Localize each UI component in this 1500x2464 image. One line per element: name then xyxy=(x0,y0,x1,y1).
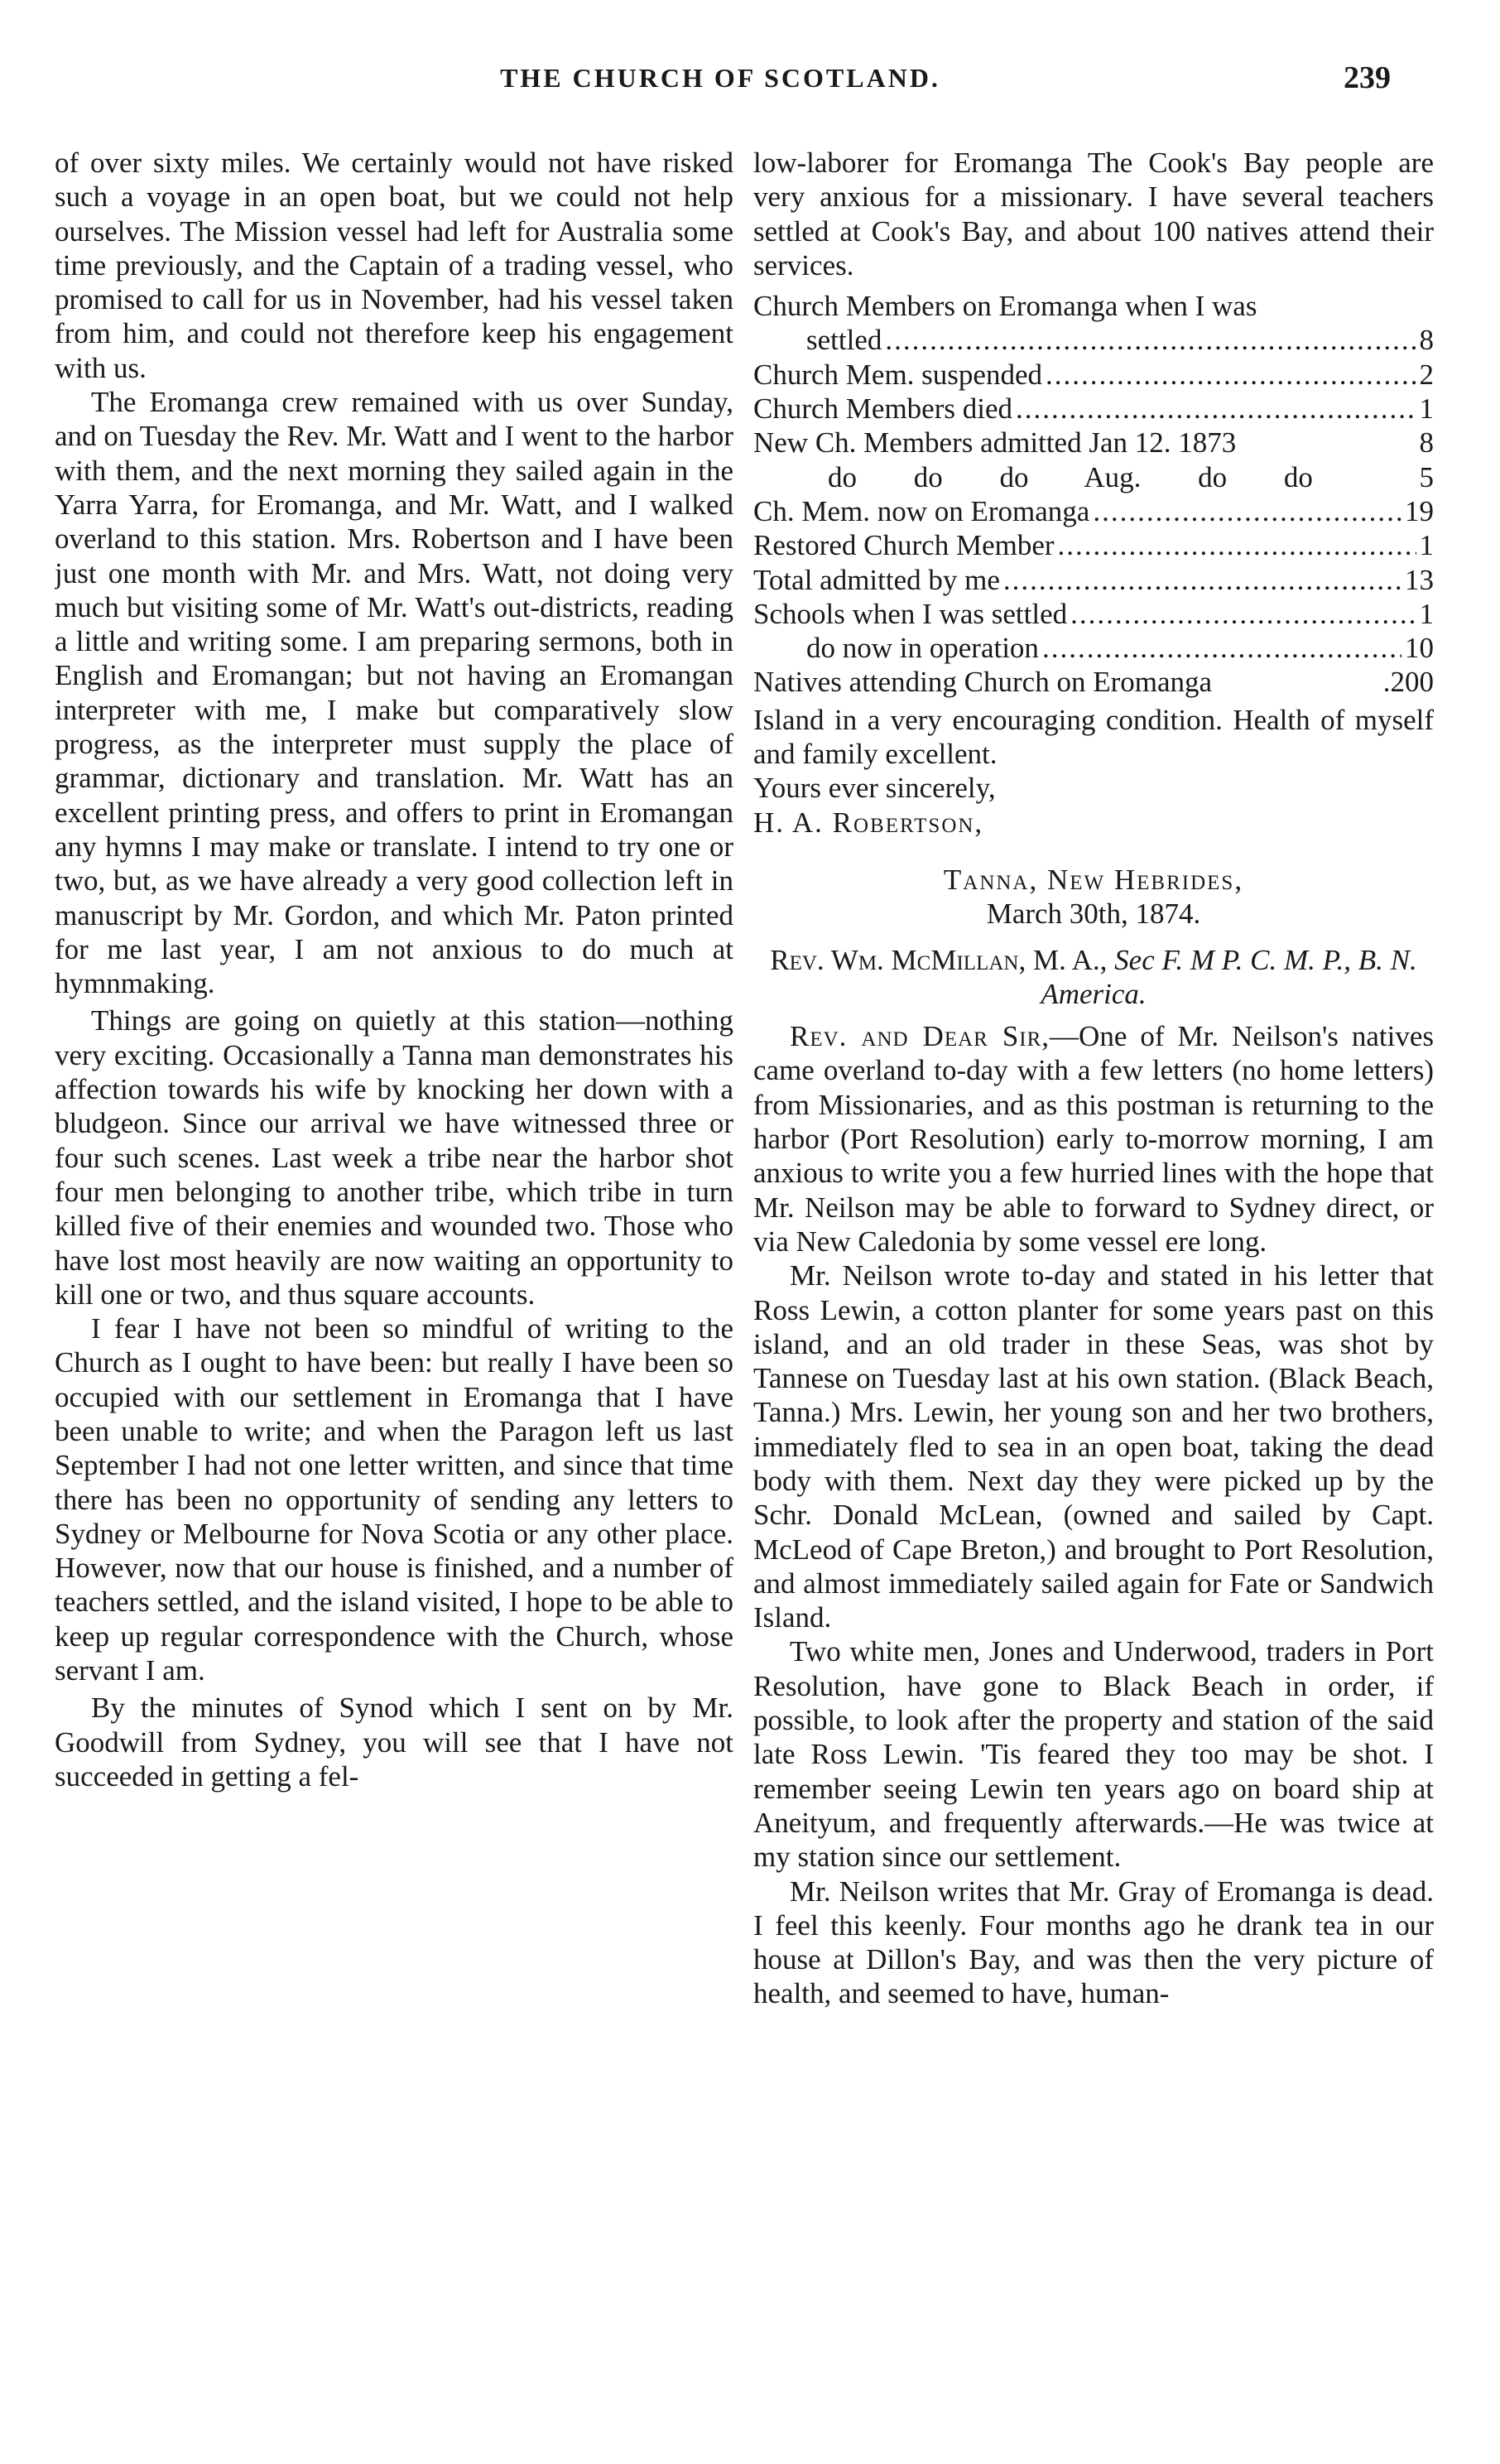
addressee xyxy=(753,943,1434,1012)
leader-dots xyxy=(1093,494,1401,528)
stat-value: 8 xyxy=(1419,324,1434,357)
stats-title-row xyxy=(753,289,1434,323)
right-column xyxy=(753,146,1434,2447)
paragraph: low-laborer for Eromanga The Cook's Bay people are very anxious for a missionary. I have several teachers settled at Cook's Bay, and about 100 natives attend their services. xyxy=(753,147,1434,282)
running-title: THE CHURCH OF SCOTLAND. xyxy=(500,63,940,93)
stat-label: Restored Church Member xyxy=(753,529,1055,562)
membership-statistics xyxy=(753,289,1434,700)
stat-row xyxy=(753,528,1434,562)
stat-value: 19 xyxy=(1405,494,1434,527)
left-column xyxy=(55,146,733,2447)
stat-row xyxy=(753,631,1434,665)
stats-title: Church Members on Eromanga when I was xyxy=(753,290,1257,323)
dateline-date: March 30th, 1874. xyxy=(986,898,1201,931)
paragraph: Things are going on quietly at this station—nothing very exciting. Occasionally a Tanna man demonstrates his affection towards his wife by knocking her down with a bludgeon. Since our arrival we have witnessed three or four such scenes. Last week a tribe near the harbor shot four men belonging to another tribe, which tribe in turn killed five of their enemies and wounded two. Those who have lost most heavily are now waiting an opportunity to kill one or two, and thus square accounts. xyxy=(55,1004,733,1311)
stat-value: 1 xyxy=(1419,529,1434,562)
valediction: Yours ever sincerely, xyxy=(753,772,996,805)
stat-value: 1 xyxy=(1419,597,1434,630)
paragraph: The Eromanga crew remained with us over Sunday, and on Tuesday the Rev. Mr. Watt and I went to the harbor with them, and the next morning they sailed again in the Yarra Yarra, for Eromanga, and Mr. Watt, and I walked overland to this station. Mrs. Robertson and I have been just one month with Mr. and Mrs. Watt, not doing very much but visiting some of Mr. Watt's out-districts, reading a little and writing some. I am preparing sermons, both in English and Eromangan; but not having an Eromangan interpreter with me, I make but comparatively slow progress, as the interpreter must supply the place of grammar, dictionary and translation. Mr. Watt has an excellent printing press, and offers to print in Eromangan any hymns I may make or translate. I intend to try one or two, but, as we have already a very good collection left in manuscript by Mr. Gordon, and which Mr. Paton printed for me last year, I am not anxious to do much at hymnmaking. xyxy=(55,386,733,1000)
stat-label: Ch. Mem. now on Eromanga xyxy=(753,494,1090,527)
leader-dots xyxy=(885,323,1416,357)
addressee-title: Sec F. M P. C. M. P., B. N. America. xyxy=(1041,943,1417,1010)
page-number: 239 xyxy=(1344,60,1391,95)
stat-row xyxy=(753,323,1434,357)
paragraph: Two white men, Jones and Underwood, traders in Port Resolution, have gone to Black Beach in order, if possible, to look after the property and station of the said late Ross Lewin. 'Tis feared they too may be shot. I remember seeing Lewin ten years ago on board ship at Aneityum, and frequently afterwards.—He was twice at my station since our settlement. xyxy=(753,1635,1434,1874)
stat-label: Natives attending Church on Eromanga xyxy=(753,666,1213,699)
dateline-place: Tanna, New Hebrides, xyxy=(943,863,1244,896)
closing-text: Island in a very encouraging condition. Health of myself and family excellent. xyxy=(753,703,1434,771)
letter-opening xyxy=(753,1019,1434,1258)
paragraph: I fear I have not been so mindful of writing to the Church as I ought to have been: but really I have been so occupied with our settlement in Eromanga that I have been unable to write; and when the Paragon left us last September I had not one letter written, and since that time there has been no opportunity of sending any letters to Sydney or Melbourne for Nova Scotia or any other place. However, now that our house is finished, and a number of teachers settled, and the island visited, I hope to be able to keep up regular correspondence with the Church, whose servant I am. xyxy=(55,1312,733,1687)
paragraph: Mr. Neilson writes that Mr. Gray of Eromanga is dead. I feel this keenly. Four months ago he drank tea in our house at Dillon's Bay, and was then the very picture of health, and seemed to have, human- xyxy=(753,1874,1434,2010)
stat-value: 13 xyxy=(1405,563,1434,596)
leader-dots xyxy=(1070,597,1416,631)
stat-value: 8 xyxy=(1419,426,1434,460)
stat-label: do now in operation xyxy=(806,632,1039,665)
paragraph-text: —One of Mr. Neilson's natives came overland to-day with a few letters (no home letters) from Missionaries, and as this postman is returning to the harbor (Port Resolution) early to-morrow morning, I am anxious to write you a few hurried lines with the hope that Mr. Neilson may be able to forward to Sydney direct, or via New Caledonia by some vessel ere long. xyxy=(753,1020,1434,1258)
stat-value: 2 xyxy=(1419,358,1434,391)
leader-dots xyxy=(1042,631,1401,665)
leader-dots xyxy=(1016,392,1416,426)
stat-value: .200 xyxy=(1382,666,1434,699)
dateline xyxy=(753,863,1434,931)
stat-label: New Ch. Members admitted Jan 12. 1873 xyxy=(753,426,1237,460)
leader-dots xyxy=(1058,528,1416,562)
stat-row xyxy=(753,426,1434,460)
signature: H. A. Robertson, xyxy=(753,806,984,839)
page-header xyxy=(58,60,1391,113)
stat-row xyxy=(753,665,1434,699)
leader-dots xyxy=(1003,563,1401,597)
paragraph: Mr. Neilson wrote to-day and stated in his letter that Ross Lewin, a cotton planter for some years past on this island, and an old trader in these Seas, was shot by Tannese on Tuesday last at his own station. (Black Beach, Tanna.) Mrs. Lewin, her young son and her two brothers, immediately fled to sea in an open boat, taking the dead body with them. Next day they were picked up by the Schr. Donald McLean, (owned and sailed by Capt. McLeod of Cape Breton,) and brought to Port Resolution, and almost immediately sailed again for Fate or Sandwich Island. xyxy=(753,1259,1434,1634)
stat-value: 5 xyxy=(1419,460,1434,493)
salutation: Rev. and Dear Sir, xyxy=(790,1020,1050,1053)
stat-label: Total admitted by me xyxy=(753,563,1000,596)
stat-label: do do do Aug. do do xyxy=(828,460,1313,493)
stat-value: 1 xyxy=(1419,392,1434,426)
stat-label: Schools when I was settled xyxy=(753,597,1068,630)
stat-row xyxy=(753,494,1434,528)
paragraph: of over sixty miles. We certainly would not have risked such a voyage in an open boat, but we could not help ourselves. The Mission vessel had left for Australia some time previously, and the Captain of a trading vessel, who promised to call for us in November, had his vessel taken from him, and could not therefore keep his engagement with us. xyxy=(55,147,733,384)
stat-row xyxy=(753,597,1434,631)
stat-row xyxy=(753,392,1434,426)
stat-row xyxy=(753,460,1434,494)
stat-label: Church Mem. suspended xyxy=(753,358,1042,391)
stat-value: 10 xyxy=(1405,632,1434,665)
stat-label: Church Members died xyxy=(753,392,1012,426)
paragraph: By the minutes of Synod which I sent on by Mr. Goodwill from Sydney, you will see that I have not succeeded in getting a fel- xyxy=(55,1692,733,1793)
leader-dots xyxy=(1046,358,1416,392)
stat-row xyxy=(753,358,1434,392)
addressee-name: Rev. Wm. McMillan, M. A., xyxy=(770,943,1108,976)
stat-row xyxy=(753,563,1434,597)
stat-label: settled xyxy=(806,324,882,357)
